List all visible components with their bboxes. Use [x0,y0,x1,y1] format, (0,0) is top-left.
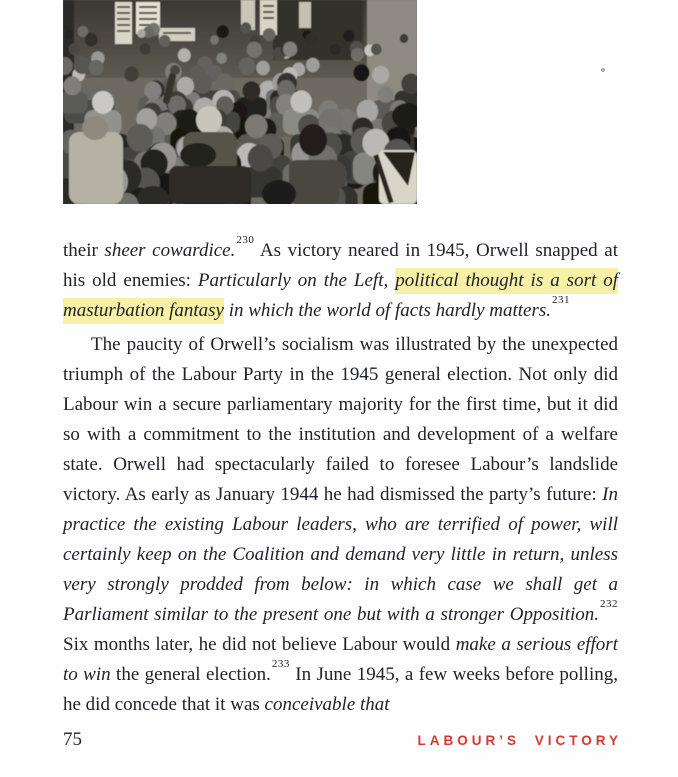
footnote-ref: 233 [271,657,290,670]
text-segment: the general election. [110,664,271,685]
text-segment: in which the world of facts hardly matters. [223,300,552,321]
raised-fist [170,65,180,75]
page-footer [63,729,622,751]
text-segment: Particularly on the Left, [197,270,396,291]
crowd-photo-svg [63,0,417,204]
scan-speck [601,68,605,72]
pale-coat-figure [69,132,123,204]
text-segment: conceivable that [264,694,390,715]
text-segment: The paucity of Orwell’s socialism was illustrated by the unexpected triumph of the Labour Party in the 1945 general election. Not only did Labour win a secure parliamentary majority for the first time, but it did so with a commitment to the institution and development of a welfare state. Orwell had spectacularly failed to foresee Labour’s landslide victory. As early as January 1944 he had dismissed the party’s future: [63,334,618,505]
text-segment: As victory neared in 1945, Orwell snapped at his old enemies: [63,240,618,291]
text-segment: Six months later, he did not believe Labour would [63,634,456,655]
dark-coat-center [169,166,251,204]
crowd-photo [63,0,417,204]
text-segment: their [63,240,105,261]
text-segment: make a serious effort to win [63,634,618,685]
highlighted-text: political thought is a sort of masturbation fantasy [63,268,618,324]
footnote-ref: 230 [236,233,255,246]
text-segment: In practice the existing Labour leaders, who are terrified of power, will certainly keep on the Coalition and demand very little in return, unless very strongly prodded from below: in which case we shall get a Parliament similar to the present one but with a stronger Opposition. [63,484,618,625]
body-text [63,233,618,720]
paragraph-1 [63,233,618,326]
footnote-ref: 231 [552,293,571,306]
page-number: 75 [63,729,82,750]
dark-bob-shoulders [289,160,339,204]
paragraph-2 [63,330,618,720]
dark-hat-center [180,143,216,167]
dark-bob-head [299,124,327,156]
footnote-ref: 232 [600,597,618,610]
text-segment: In June 1945, a few weeks before polling, he did concede that it was [63,664,618,715]
text-segment: sheer cowardice. [104,240,236,261]
running-head: LABOUR’S VICTORY [417,733,622,748]
bald-head [196,106,222,134]
pale-coat-hood [82,116,108,140]
